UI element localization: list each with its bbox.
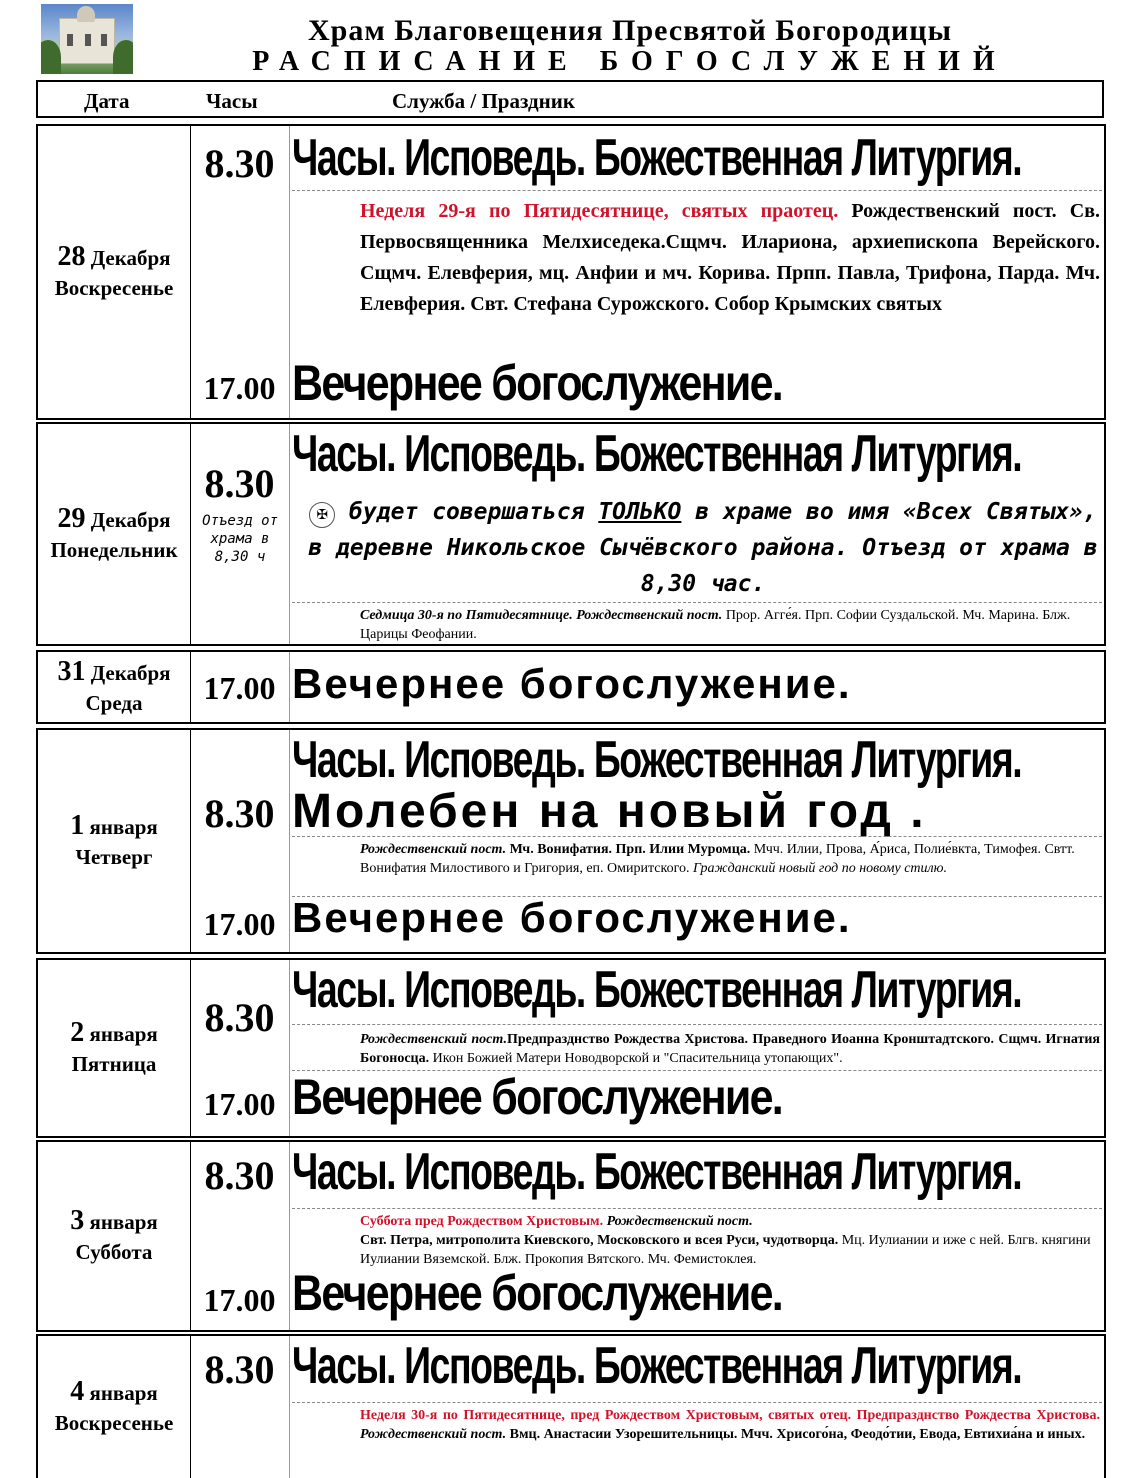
service-time: 17.00 bbox=[203, 370, 276, 406]
service-title: Часы. Исповедь. Божественная Литургия. bbox=[292, 1143, 1022, 1201]
service-title: Часы. Исповедь. Божественная Литургия. bbox=[292, 1337, 1022, 1395]
schedule-title: РАСПИСАНИЕ БОГОСЛУЖЕНИЙ bbox=[252, 46, 1008, 77]
service-title: Часы. Исповедь. Божественная Литургия. bbox=[292, 961, 1022, 1019]
service-title: Вечернее богослужение. bbox=[292, 1069, 783, 1125]
service-title: Вечернее богослужение. bbox=[292, 894, 852, 941]
feast-description: Неделя 29-я по Пятидесятнице, святых праотец. Рождественский пост. Св. Первосвященника Мелхиседека.Сщмч. Илариона, архиепископа Верейского. Сщмч. Елевферия, мц. Анфии и мч. Корива. Прпп. Павла, Трифона, Парда. Мч. Елевферия. Свт. Стефана Сурожского. Собор Крымских святых bbox=[360, 200, 1101, 315]
col-time: Часы bbox=[206, 89, 258, 113]
service-time: 8.30 bbox=[204, 995, 275, 1040]
cross-icon: ✠ bbox=[309, 502, 335, 528]
departure-note: Отъезд от храма в 8,30 ч bbox=[202, 513, 278, 565]
day-block bbox=[36, 958, 1106, 1138]
church-title: Храм Благовещения Пресвятой Богородицы bbox=[307, 14, 953, 47]
day-block bbox=[36, 422, 1106, 646]
service-time: 8.30 bbox=[204, 791, 275, 836]
day-date: 3 января Суббота bbox=[38, 1142, 191, 1330]
service-time: 8.30 bbox=[204, 461, 275, 506]
feast-description: Рождественский пост. Мч. Вонифатия. Прп. Илии Муромца. Мчч. Илии, Прова, А́риса, Полие́вкта, Тимофея. Свтт. Вонифатия Милостивого и Григория, еп. Омиритского. Гражданский новый год по новому стилю. bbox=[360, 842, 1075, 876]
day-date: 1 января Четверг bbox=[38, 730, 191, 952]
day-date: 28 Декабря Воскресенье bbox=[38, 126, 191, 418]
location-note: ✠ будет совершаться ТОЛЬКО в храме во имя «Всех Святых», в деревне Никольское Сычёвского района. Отъезд от храма в 8,30 час. bbox=[308, 499, 1098, 597]
day-block bbox=[36, 1140, 1106, 1332]
day-date: 29 Декабря Понедельник bbox=[38, 424, 191, 644]
service-title: Вечернее богослужение. bbox=[292, 1265, 783, 1321]
service-title: Вечернее богослужение. bbox=[292, 355, 783, 411]
service-time: 8.30 bbox=[204, 1347, 275, 1392]
day-block bbox=[36, 728, 1106, 954]
service-title: Часы. Исповедь. Божественная Литургия. bbox=[292, 129, 1022, 187]
feast-description: Рождественский пост.Предпразднство Рождества Христова. Праведного Иоанна Кронштадтского. Сщмч. Игнатия Богоносца. Икон Божией Матери Новодворской и "Спасительница утопающих". bbox=[360, 1032, 1100, 1066]
day-block bbox=[36, 1334, 1106, 1478]
day-block bbox=[36, 124, 1106, 420]
service-time: 8.30 bbox=[204, 141, 275, 186]
day-date: 31 Декабря Среда bbox=[38, 652, 191, 722]
col-date: Дата bbox=[84, 89, 130, 113]
day-block bbox=[36, 650, 1106, 724]
service-title: Вечернее богослужение. bbox=[292, 660, 852, 707]
service-time: 8.30 bbox=[204, 1153, 275, 1198]
moleben-title: Молебен на новый год . bbox=[292, 785, 927, 838]
column-header bbox=[36, 80, 1104, 118]
service-time: 17.00 bbox=[203, 1282, 276, 1318]
day-date: 2 января Пятница bbox=[38, 960, 191, 1136]
feast-description: Неделя 30-я по Пятидесятнице, пред Рождеством Христовым, святых отец. Предпразднство Рождества Христова. Рождественский пост. Вмц. Анастасии Узорешительницы. Мчч. Хрисого́на, Феодо́тии, Евода, Евтихиа́на и иных. bbox=[360, 1408, 1100, 1442]
service-title: Часы. Исповедь. Божественная Литургия. bbox=[292, 425, 1022, 483]
day-date: 4 января Воскресенье bbox=[38, 1336, 191, 1478]
service-time: 17.00 bbox=[203, 906, 276, 942]
service-time: 17.00 bbox=[203, 670, 276, 706]
feast-description: Суббота пред Рождеством Христовым. Рождественский пост. Свт. Петра, митрополита Киевского, Московского и всея Руси, чудотворца. Мц. Иулиании и иже с ней. Блгв. княгини Иулиании Вяземской. Блж. Прокопия Вятского. Мч. Фемистоклея. bbox=[360, 1214, 1091, 1267]
feast-description: Седмица 30-я по Пятидесятнице. Рождественский пост. Прор. Агге́я. Прп. Софии Суздальской. Мч. Марина. Блж. Царицы Феофании. bbox=[360, 608, 1071, 642]
col-service: Служба / Праздник bbox=[392, 89, 575, 113]
church-photo bbox=[41, 4, 133, 74]
service-time: 17.00 bbox=[203, 1086, 276, 1122]
service-title: Часы. Исповедь. Божественная Литургия. bbox=[292, 731, 1022, 789]
